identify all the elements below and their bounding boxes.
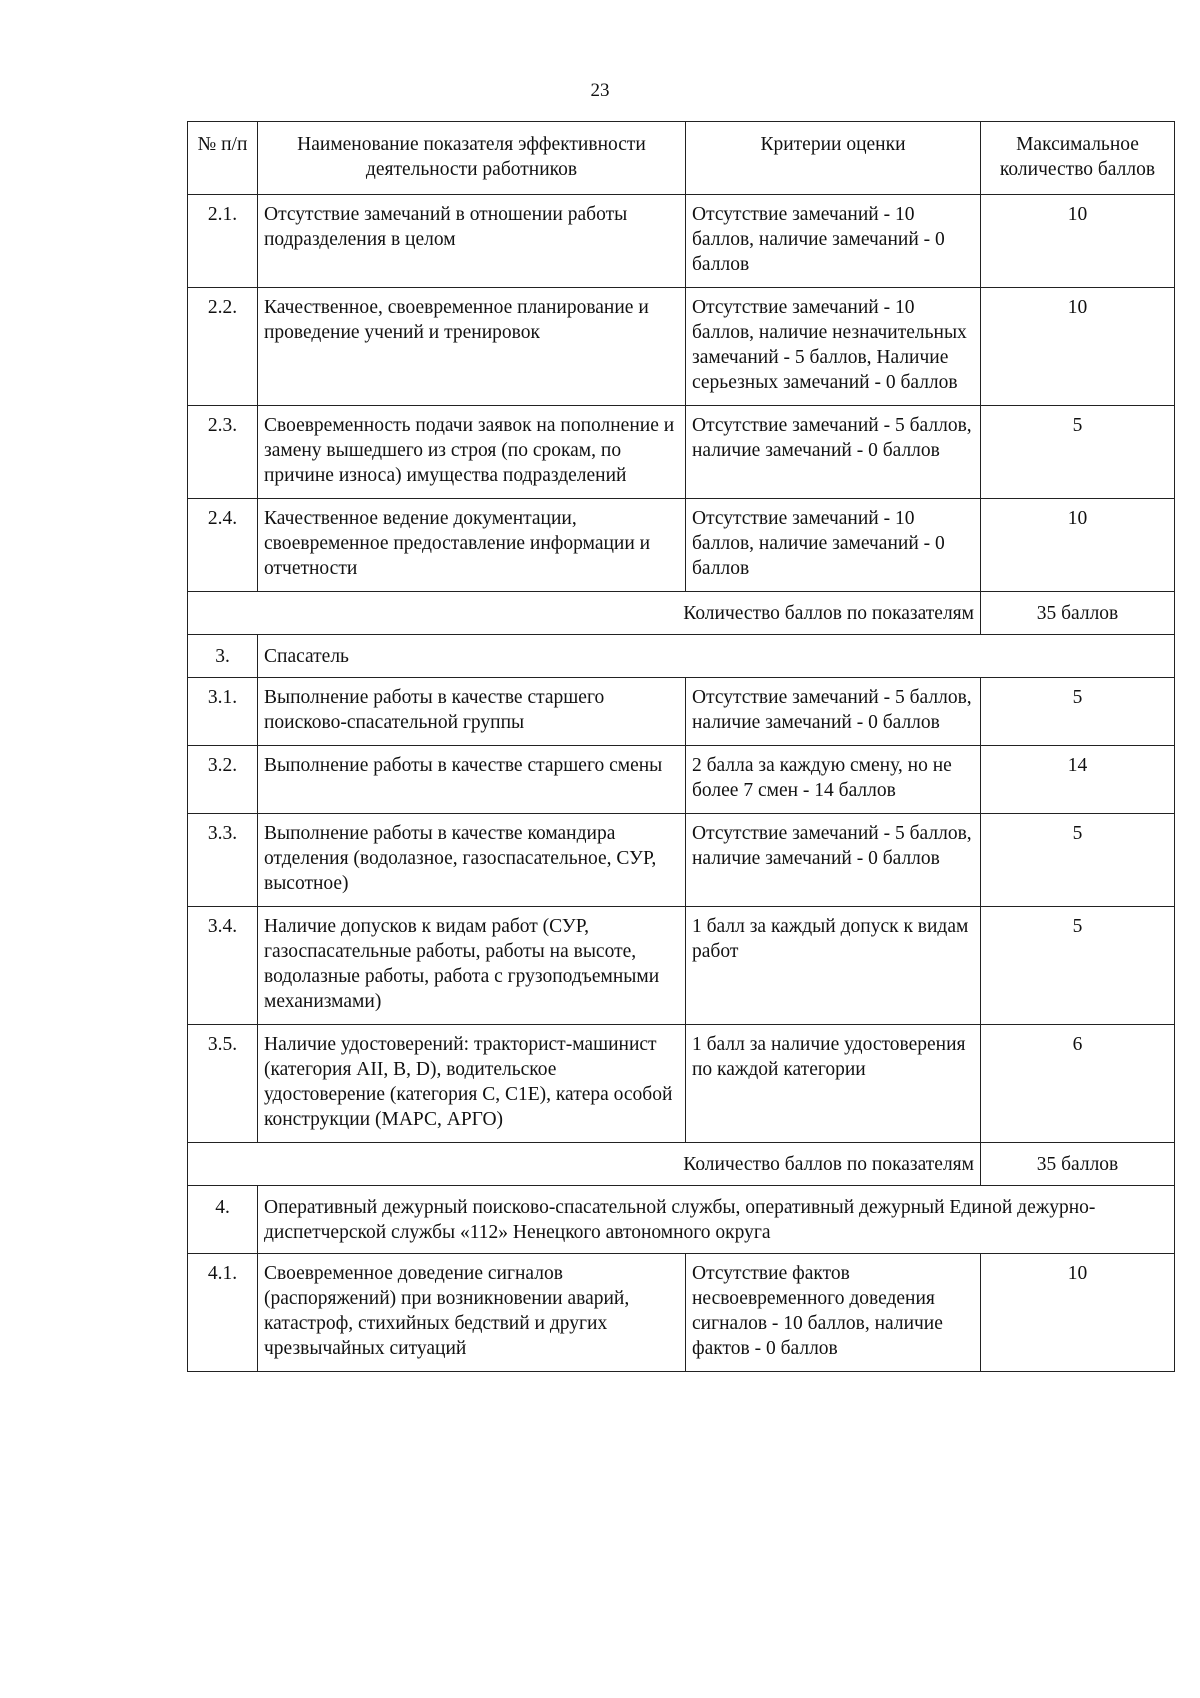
row-criteria: Отсутствие фактов несвоевременного доведения сигналов - 10 баллов, наличие фактов - 0 баллов [686,1254,981,1372]
row-max: 10 [981,288,1175,406]
row-name: Своевременное доведение сигналов (распоряжений) при возникновении аварий, катастроф, стихийных бедствий и других чрезвычайных ситуаций [258,1254,686,1372]
row-criteria: Отсутствие замечаний - 10 баллов, наличие замечаний - 0 баллов [686,499,981,592]
total-label: Количество баллов по показателям [188,1143,981,1186]
table-row [188,195,1175,288]
row-max: 6 [981,1025,1175,1143]
total-value: 35 баллов [981,592,1175,635]
table-row [188,814,1175,907]
row-max: 5 [981,406,1175,499]
row-criteria: 1 балл за каждый допуск к видам работ [686,907,981,1025]
row-name: Наличие удостоверений: тракторист-машинист (категория АІІ, В, D), водительское удостоверение (категория С, С1Е), катера особой конструкции (МАРС, АРГО) [258,1025,686,1143]
table-row [188,288,1175,406]
section-row [188,1186,1175,1254]
row-criteria: Отсутствие замечаний - 10 баллов, наличие замечаний - 0 баллов [686,195,981,288]
page-number: 23 [590,80,610,101]
table-row [188,406,1175,499]
total-row [188,592,1175,635]
row-name: Выполнение работы в качестве старшего смены [258,746,686,814]
section-num: 4. [188,1186,258,1254]
header-max: Максимальное количество баллов [981,122,1175,195]
row-num: 2.4. [188,499,258,592]
row-criteria: Отсутствие замечаний - 5 баллов, наличие замечаний - 0 баллов [686,406,981,499]
section-row [188,635,1175,678]
total-value: 35 баллов [981,1143,1175,1186]
table-row [188,1025,1175,1143]
row-name: Качественное ведение документации, своевременное предоставление информации и отчетности [258,499,686,592]
row-num: 3.5. [188,1025,258,1143]
header-criteria: Критерии оценки [686,122,981,195]
row-num: 3.4. [188,907,258,1025]
row-num: 3.2. [188,746,258,814]
row-num: 2.1. [188,195,258,288]
row-max: 5 [981,814,1175,907]
row-name: Своевременность подачи заявок на пополнение и замену вышедшего из строя (по срокам, по причине износа) имущества подразделений [258,406,686,499]
row-criteria: Отсутствие замечаний - 10 баллов, наличие незначительных замечаний - 5 баллов, Наличие серьезных замечаний - 0 баллов [686,288,981,406]
row-max: 5 [981,678,1175,746]
total-row [188,1143,1175,1186]
row-criteria: Отсутствие замечаний - 5 баллов, наличие замечаний - 0 баллов [686,678,981,746]
row-criteria: 1 балл за наличие удостоверения по каждой категории [686,1025,981,1143]
row-max: 5 [981,907,1175,1025]
row-name: Выполнение работы в качестве командира отделения (водолазное, газоспасательное, СУР, высотное) [258,814,686,907]
row-max: 10 [981,195,1175,288]
row-name: Качественное, своевременное планирование и проведение учений и тренировок [258,288,686,406]
table-row [188,499,1175,592]
row-criteria: Отсутствие замечаний - 5 баллов, наличие замечаний - 0 баллов [686,814,981,907]
total-label: Количество баллов по показателям [188,592,981,635]
criteria-table [187,121,1175,1372]
row-max: 10 [981,499,1175,592]
row-max: 10 [981,1254,1175,1372]
table-row [188,1254,1175,1372]
row-num: 2.3. [188,406,258,499]
row-num: 3.1. [188,678,258,746]
row-name: Выполнение работы в качестве старшего поисково-спасательной группы [258,678,686,746]
row-name: Наличие допусков к видам работ (СУР, газоспасательные работы, работы на высоте, водолазные работы, работа с грузоподъемными механизмами) [258,907,686,1025]
row-name: Отсутствие замечаний в отношении работы подразделения в целом [258,195,686,288]
table-row [188,746,1175,814]
table-header-row [188,122,1175,195]
section-num: 3. [188,635,258,678]
table-row [188,678,1175,746]
section-title: Спасатель [258,635,1175,678]
row-max: 14 [981,746,1175,814]
header-num: № п/п [188,122,258,195]
table-row [188,907,1175,1025]
header-name: Наименование показателя эффективности деятельности работников [258,122,686,195]
row-num: 3.3. [188,814,258,907]
row-num: 2.2. [188,288,258,406]
row-criteria: 2 балла за каждую смену, но не более 7 смен - 14 баллов [686,746,981,814]
section-title: Оперативный дежурный поисково-спасательной службы, оперативный дежурный Единой дежурно-диспетчерской службы «112» Ненецкого автономного округа [258,1186,1175,1254]
row-num: 4.1. [188,1254,258,1372]
